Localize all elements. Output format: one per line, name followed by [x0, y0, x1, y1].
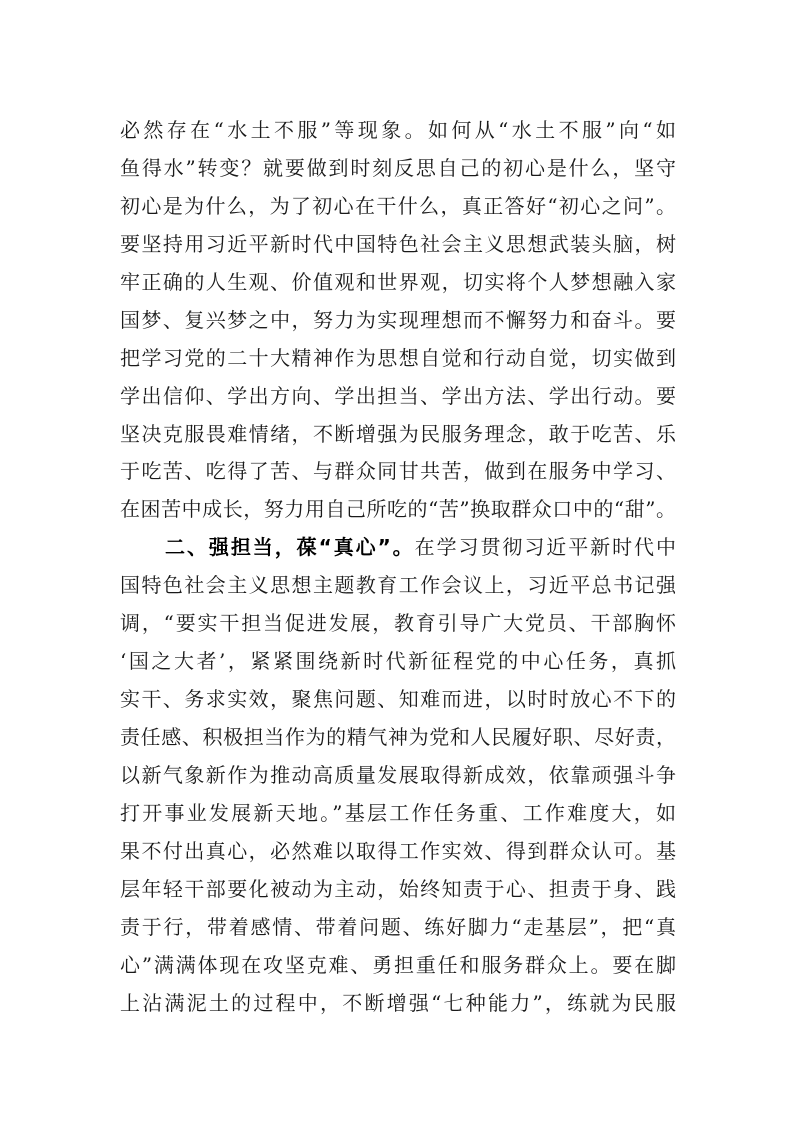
text-line: 实干、务求实效，聚焦问题、知难而进，以时时放心不下的: [120, 687, 676, 712]
paragraph-2: [120, 529, 676, 1022]
text-line: 调，“要实干担当促进发展，教育引导广大党员、干部胸怀: [120, 611, 676, 636]
text-line: 上沾满泥土的过程中，不断增强“七种能力”，练就为民服: [120, 990, 676, 1015]
paragraph-1: [120, 112, 676, 529]
body-text: [120, 112, 676, 1023]
text-line: 初心是为什么，为了初心在干什么，真正答好“初心之问”。: [120, 193, 676, 218]
text-line: 国梦、复兴梦之中，努力为实现理想而不懈努力和奋斗。要: [120, 307, 676, 332]
section-heading: 二、强担当，葆“真心”。: [165, 535, 415, 560]
text-line: 以新气象新作为推动高质量发展取得新成效，依靠顽强斗争: [120, 762, 676, 787]
text-line: 牢正确的人生观、价值观和世界观，切实将个人梦想融入家: [120, 269, 676, 294]
text-line: 层年轻干部要化被动为主动，始终知责于心、担责于身、践: [120, 876, 676, 901]
text-line: 于吃苦、吃得了苦、与群众同甘共苦，做到在服务中学习、: [120, 459, 676, 484]
text-line: 坚决克服畏难情绪，不断增强为民服务理念，敢于吃苦、乐: [120, 421, 676, 446]
text-line: 必然存在“水土不服”等现象。如何从“水土不服”向“如: [120, 118, 676, 142]
section-heading-line: [120, 529, 676, 567]
text-run: 在学习贯彻习近平新时代中: [414, 535, 677, 560]
text-line: 国特色社会主义思想主题教育工作会议上，习近平总书记强: [120, 573, 676, 598]
text-line: 鱼得水”转变？就要做到时刻反思自己的初心是什么，坚守: [120, 155, 676, 180]
text-line: 学出信仰、学出方向、学出担当、学出方法、学出行动。要: [120, 383, 676, 408]
text-line: 心”满满体现在攻坚克难、勇担重任和服务群众上。要在脚: [120, 952, 676, 977]
text-line: 责任感、积极担当作为的精气神为党和人民履好职、尽好责，: [120, 725, 676, 749]
text-line: 打开事业发展新天地。”基层工作任务重、工作难度大，如: [120, 800, 676, 825]
text-line: 把学习党的二十大精神作为思想自觉和行动自觉，切实做到: [120, 345, 676, 370]
text-line: 责于行，带着感情、带着问题、练好脚力“走基层”，把“真: [120, 914, 676, 939]
text-line: 要坚持用习近平新时代中国特色社会主义思想武装头脑，树: [120, 231, 676, 256]
text-line: ‘国之大者’，紧紧围绕新时代新征程党的中心任务，真抓: [120, 649, 676, 674]
text-line: 在困苦中成长，努力用自己所吃的“苦”换取群众口中的“甜”。: [120, 497, 676, 522]
text-line: 果不付出真心，必然难以取得工作实效、得到群众认可。基: [120, 838, 676, 863]
